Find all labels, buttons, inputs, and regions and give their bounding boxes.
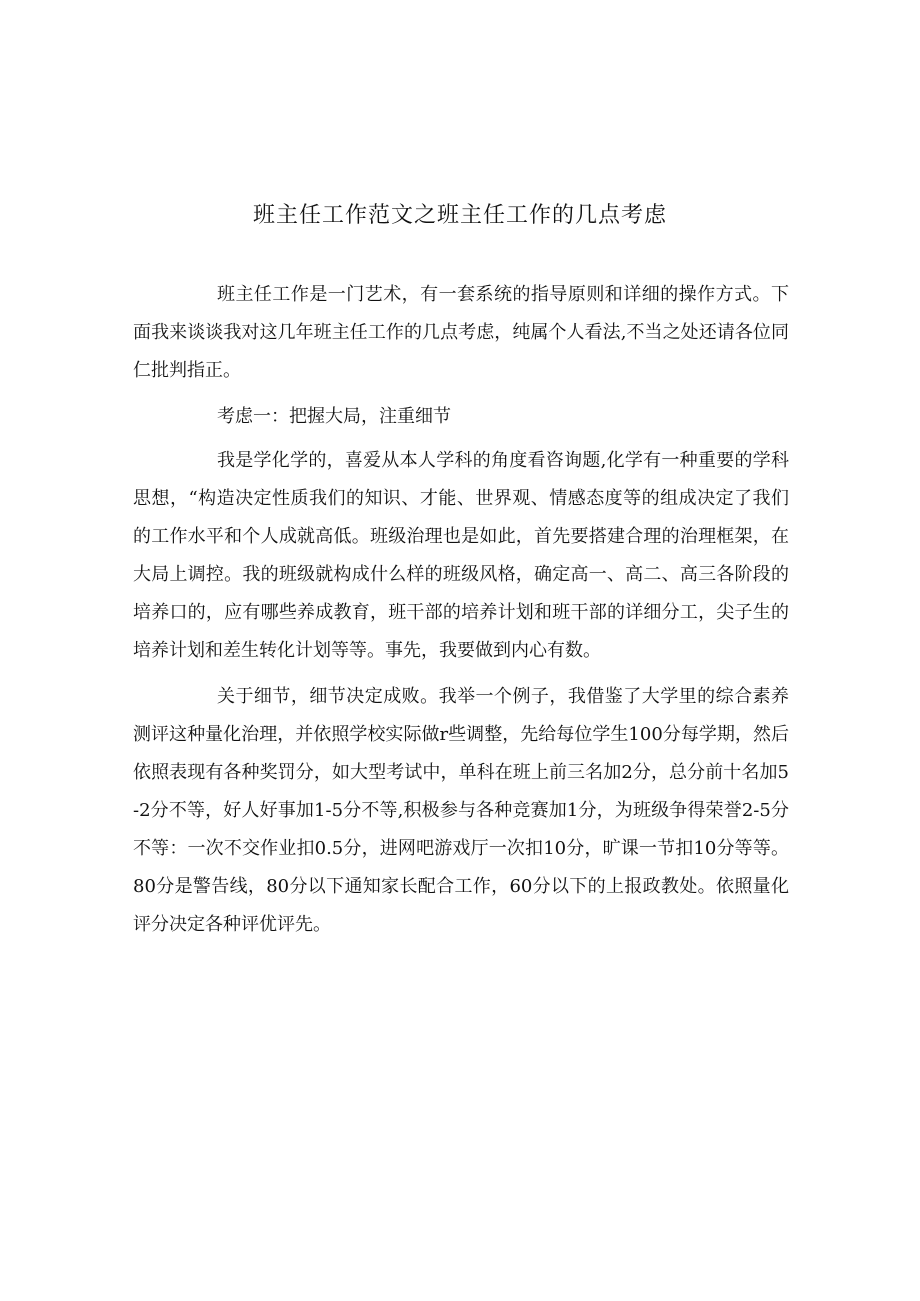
paragraph-details: 关于细节，细节决定成败。我举一个例子，我借鉴了大学里的综合素养测评这种量化治理，并依照学校实际做r些调整，先给每位学生100分每学期，然后依照表现有各种奖罚分，如大型考试中，单科在班上前三名加2分，总分前十名加5-2分不等，好人好事加1-5分不等,积极参与各种竞赛加1分，为班级争得荣誉2-5分不等：一次不交作业扣0.5分，进网吧游戏厅一次扣10分，旷课一节扣10分等等。80分是警告线，80分以下通知家长配合工作，60分以下的上报政教处。依照量化评分决定各种评优评先。 (133, 686, 789, 935)
section-heading-1: 考虑一：把握大局，注重细节 (217, 406, 451, 427)
document-body (133, 276, 789, 952)
document-title: 班主任工作范文之班主任工作的几点考虑 (252, 203, 667, 228)
paragraph-big-picture: 我是学化学的，喜爱从本人学科的角度看咨询题,化学有一种重要的学科思想，“构造决定性质我们的知识、才能、世界观、情感态度等的组成决定了我们的工作水平和个人成就高低。班级治理也是如此，首先要搭建合理的治理框架，在大局上调控。我的班级就构成什么样的班级风格，确定高一、高二、高三各阶段的培养口的，应有哪些养成教育，班干部的培养计划和班干部的详细分工，尖子生的培养计划和差生转化计划等等。事先，我要做到内心有数。 (133, 450, 789, 661)
paragraph-intro: 班主任工作是一门艺术，有一套系统的指导原则和详细的操作方式。下面我来谈谈我对这几年班主任工作的几点考虑，纯属个人看法,不当之处还请各位同仁批判指正。 (133, 284, 789, 381)
